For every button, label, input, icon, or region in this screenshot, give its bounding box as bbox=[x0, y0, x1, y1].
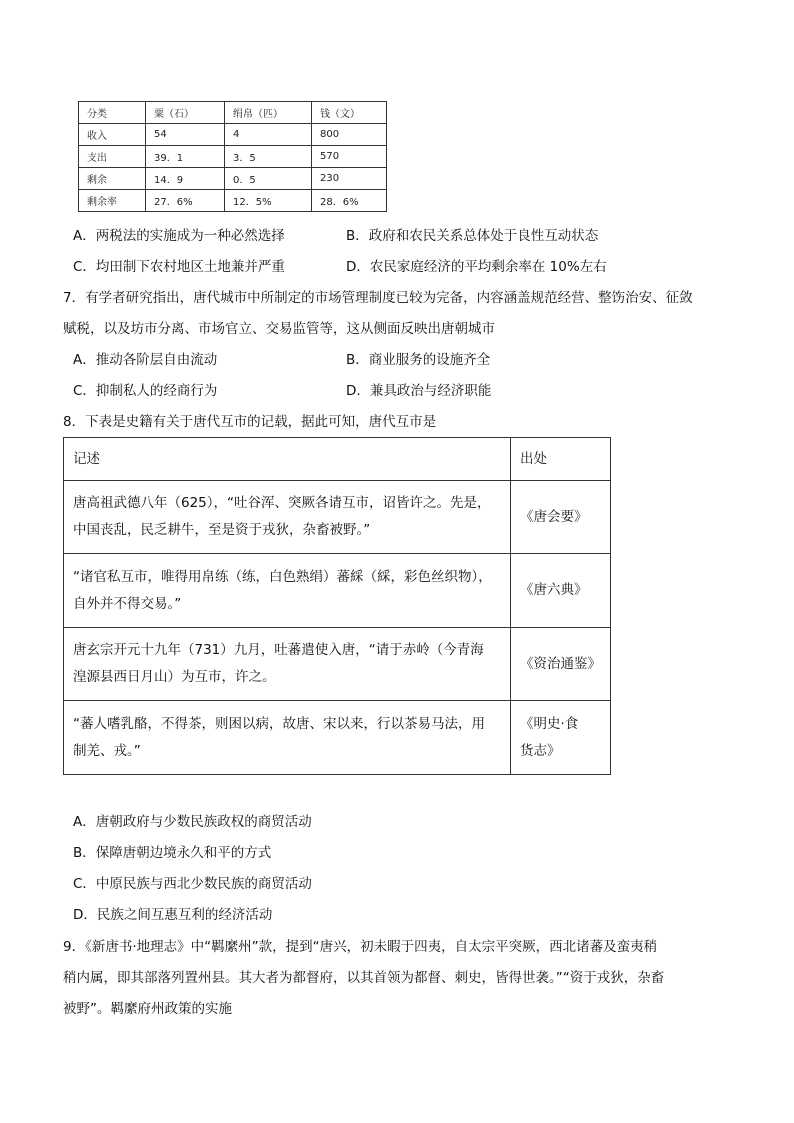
table-cell: 剩余率 bbox=[79, 190, 146, 212]
record-line: 制羌、戎。” bbox=[73, 742, 141, 759]
source-line: 货志》 bbox=[520, 742, 561, 759]
q8-option-d: D．民族之间互惠互利的经济活动 bbox=[73, 907, 273, 923]
table-cell: 分类 bbox=[79, 102, 146, 124]
q6-option-d: D．农民家庭经济的平均剩余率在 10%左右 bbox=[346, 259, 607, 275]
source-header: 出处 bbox=[511, 438, 611, 481]
table-cell: 27．6% bbox=[146, 190, 225, 212]
source-line: 《唐会要》 bbox=[520, 508, 588, 525]
q7-option-a: A．推动各阶层自由流动 bbox=[73, 352, 218, 368]
source-line: 《资治通鉴》 bbox=[520, 655, 601, 672]
table-cell: 570 bbox=[312, 146, 387, 168]
table-header-row bbox=[64, 438, 611, 481]
table-cell: 收入 bbox=[79, 124, 146, 146]
table-cell: 绢帛（匹） bbox=[225, 102, 312, 124]
q9-stem-line-1: 9．《新唐书·地理志》中“羁縻州”款，提到“唐兴，初未暇于四夷，自太宗平突厥，西北诸蕃及蛮夷稍 bbox=[63, 939, 658, 955]
table-header-row bbox=[79, 102, 387, 124]
source-cell bbox=[511, 554, 611, 628]
table-row bbox=[64, 628, 611, 701]
q9-stem-line-2: 稍内属，即其部落列置州县。其大者为都督府，以其首领为都督、刺史，皆得世袭。”“资于戎狄，杂畜 bbox=[63, 970, 665, 986]
q7-option-c: C．抑制私人的经商行为 bbox=[73, 383, 218, 399]
q7-stem-line-2: 赋税，以及坊市分离、市场官立、交易监管等，这从侧面反映出唐朝城市 bbox=[63, 321, 495, 337]
table-row bbox=[64, 481, 611, 554]
table-cell: 粟（石） bbox=[146, 102, 225, 124]
record-header: 记述 bbox=[64, 438, 511, 481]
table-row bbox=[79, 124, 387, 146]
q6-option-c: C．均田制下农村地区土地兼并严重 bbox=[73, 259, 285, 275]
record-line: 唐玄宗开元十九年（731）九月，吐蕃遣使入唐，“请于赤岭（今青海 bbox=[73, 642, 484, 658]
source-line: 《唐六典》 bbox=[520, 582, 588, 598]
table-cell: 39．1 bbox=[146, 146, 225, 168]
record-cell bbox=[64, 481, 511, 554]
table-row bbox=[79, 168, 387, 190]
table-cell: 支出 bbox=[79, 146, 146, 168]
record-line: 唐高祖武德八年（625），“吐谷浑、突厥各请互市，诏皆许之。先是， bbox=[73, 495, 491, 511]
table-cell: 3．5 bbox=[225, 146, 312, 168]
trade-records-table bbox=[63, 437, 611, 775]
record-line: 湟源县西日月山）为互市，许之。 bbox=[73, 669, 276, 685]
q8-option-b: B．保障唐朝边境永久和平的方式 bbox=[73, 845, 272, 861]
record-line: 中国丧乱，民乏耕牛，至是资于戎狄，杂畜被野。” bbox=[73, 522, 371, 538]
table-row bbox=[79, 146, 387, 168]
household-economy-table bbox=[78, 101, 387, 212]
table-cell: 54 bbox=[146, 124, 225, 146]
table-cell: 230 bbox=[312, 168, 387, 190]
source-line: 《明史·食 bbox=[520, 715, 579, 732]
table-cell: 800 bbox=[312, 124, 387, 146]
q6-option-b: B．政府和农民关系总体处于良性互动状态 bbox=[346, 228, 599, 244]
q9-stem-line-3: 被野”。羁縻府州政策的实施 bbox=[63, 1001, 232, 1017]
record-line: “诸官私互市，唯得用帛练（练，白色熟绢）蕃綵（綵，彩色丝织物）， bbox=[73, 568, 492, 585]
table-row bbox=[79, 190, 387, 212]
table-cell: 12．5% bbox=[225, 190, 312, 212]
record-line: “蕃人嗜乳酪，不得茶，则困以病，故唐、宋以来，行以茶易马法，用 bbox=[73, 715, 485, 732]
table-cell: 28．6% bbox=[312, 190, 387, 212]
record-cell bbox=[64, 628, 511, 701]
record-cell bbox=[64, 701, 511, 775]
table-row bbox=[64, 554, 611, 628]
table-cell: 剩余 bbox=[79, 168, 146, 190]
table-cell: 钱（文） bbox=[312, 102, 387, 124]
q6-option-a: A．两税法的实施成为一种必然选择 bbox=[73, 228, 285, 244]
source-cell bbox=[511, 628, 611, 701]
q8-option-c: C．中原民族与西北少数民族的商贸活动 bbox=[73, 876, 312, 892]
table-cell: 4 bbox=[225, 124, 312, 146]
q7-option-b: B．商业服务的设施齐全 bbox=[346, 352, 491, 368]
q7-stem-line-1: 7．有学者研究指出，唐代城市中所制定的市场管理制度已较为完备，内容涵盖规范经营、整饬治安、征敛 bbox=[63, 290, 693, 306]
table-cell: 14．9 bbox=[146, 168, 225, 190]
record-cell bbox=[64, 554, 511, 628]
source-cell bbox=[511, 701, 611, 775]
q8-option-a: A．唐朝政府与少数民族政权的商贸活动 bbox=[73, 814, 312, 830]
table-row bbox=[64, 701, 611, 775]
record-line: 自外并不得交易。” bbox=[73, 595, 182, 612]
table-cell: 0．5 bbox=[225, 168, 312, 190]
q7-option-d: D．兼具政治与经济职能 bbox=[346, 383, 492, 399]
source-cell bbox=[511, 481, 611, 554]
q8-stem: 8．下表是史籍有关于唐代互市的记载，据此可知，唐代互市是 bbox=[63, 414, 437, 430]
